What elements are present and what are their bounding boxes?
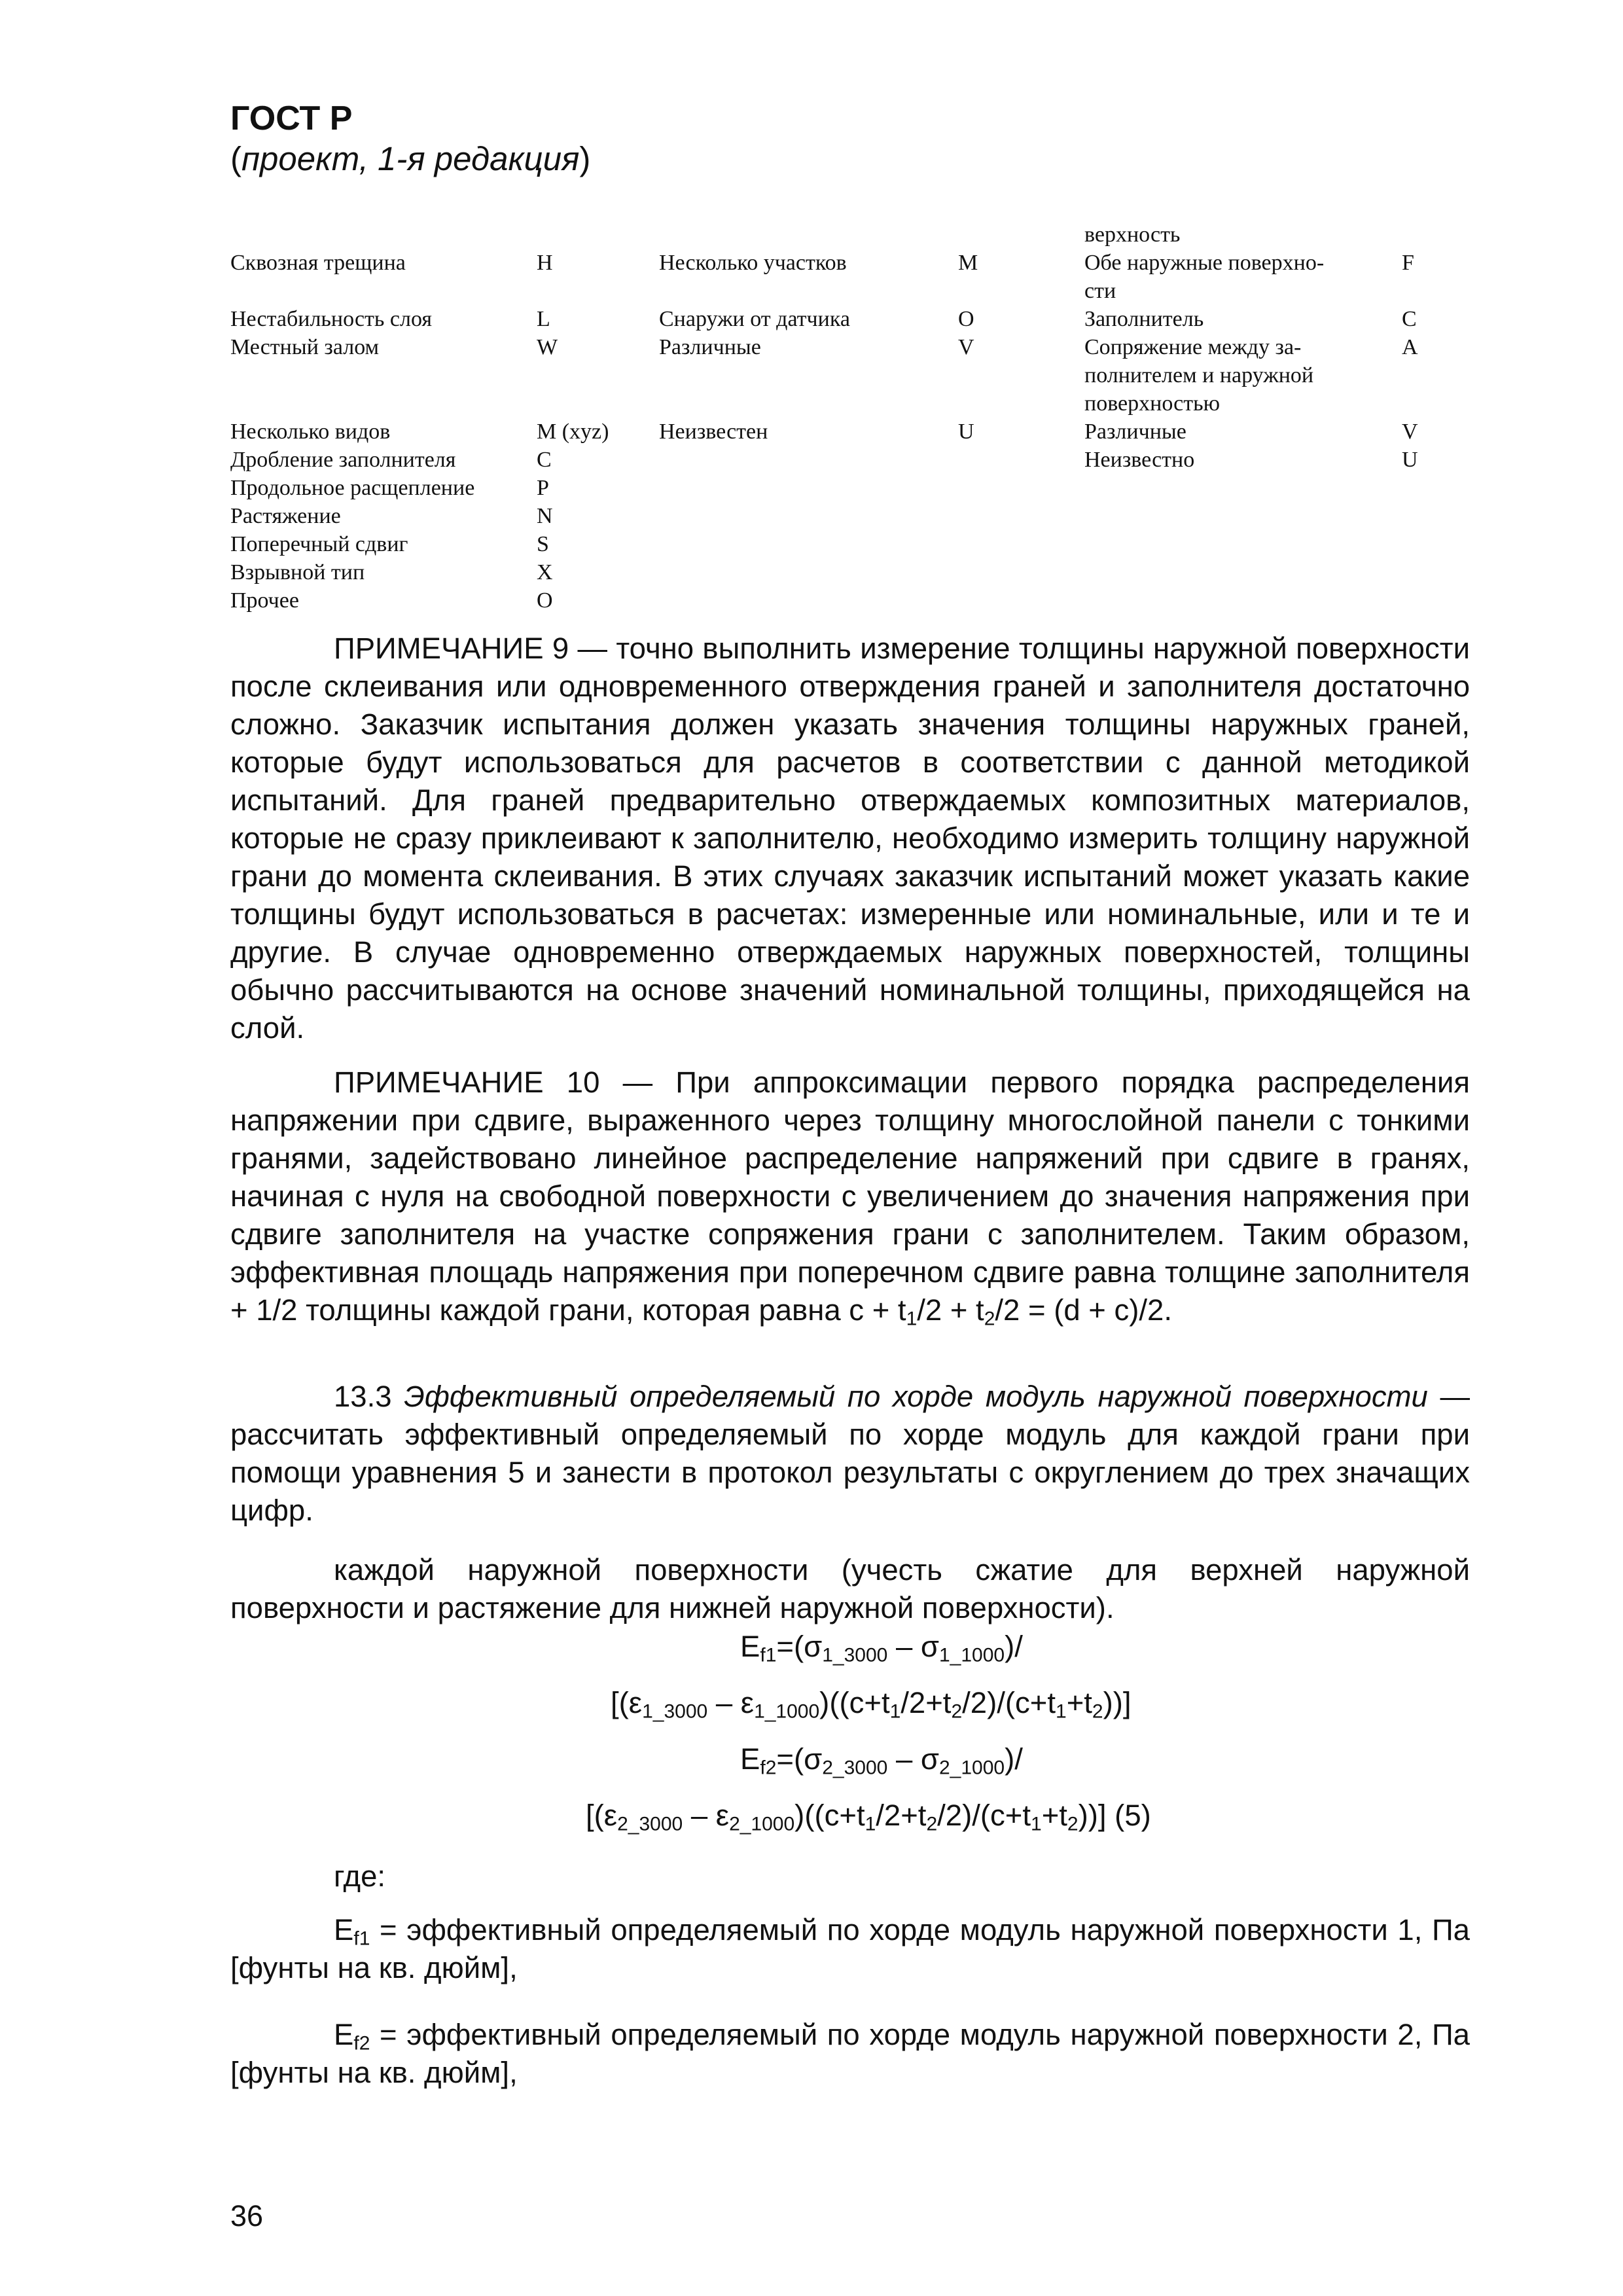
note-9 [230, 630, 1470, 1047]
document-subtitle: (проект, 1-я редакция) [230, 140, 591, 177]
term: [(ε [611, 1686, 643, 1719]
definition-ef2 [230, 2016, 1470, 2092]
subscript: 1 [906, 1308, 918, 1330]
code-name: Местный залом [230, 335, 380, 359]
term: )((c+t [794, 1799, 865, 1832]
subscript: 2_1000 [938, 1757, 1005, 1779]
code-name: Растяжение [230, 504, 341, 528]
term: /2)/(c+t [962, 1686, 1056, 1719]
subscript: 1_3000 [642, 1700, 708, 1723]
symbol: E [334, 2018, 354, 2051]
code-value: O [958, 307, 974, 331]
code-value: C [537, 448, 552, 472]
term: /2)/(c+t [937, 1799, 1031, 1832]
code-name: полнителем и наружной [1084, 363, 1314, 387]
code-name: верхность [1084, 223, 1181, 247]
term: – ε [683, 1799, 730, 1832]
page-number: 36 [230, 2199, 264, 2233]
note-10-tail: /2 = (d + c)/2. [995, 1293, 1172, 1327]
outer-surface-text: каждой наружной поверхности (учесть сжатие для верхней наружной поверхности и растяжение для нижней наружной поверхности). [230, 1553, 1470, 1624]
code-value: V [1402, 420, 1418, 444]
code-name: Дробление заполнителя [230, 448, 456, 472]
code-name: Заполнитель [1084, 307, 1204, 331]
code-value: S [537, 532, 549, 556]
formula-ef1-numerator [740, 1628, 1623, 1666]
term: /2+t [876, 1799, 927, 1832]
code-name: Сопряжение между за- [1084, 335, 1302, 359]
formula-ef2-numerator [740, 1740, 1623, 1778]
subscript: f1 [353, 1928, 370, 1950]
subscript: f1 [760, 1644, 777, 1666]
term: ))] (5) [1078, 1799, 1151, 1832]
code-value: N [537, 504, 553, 528]
code-name: Несколько участков [659, 251, 847, 275]
definition-text: = эффективный определяемый по хорде модуль наружной поверхности 2, Па [фунты на кв. дюйм], [230, 2018, 1470, 2089]
symbol: E [740, 1742, 760, 1776]
code-name: Взрывной тип [230, 560, 365, 584]
subscript: 2 [1092, 1700, 1103, 1723]
section-body: — рассчитать эффективный определяемый по хорде модуль для каждой грани при помощи уравнения 5 и занести в протокол результаты с округлением до трех значащих цифр. [230, 1380, 1470, 1527]
code-name: Нестабильность слоя [230, 307, 432, 331]
section-13-3-text [230, 1378, 1470, 1530]
code-value: L [537, 307, 550, 331]
code-name: поверхностью [1084, 391, 1221, 416]
page-header [230, 98, 590, 179]
section-13-3 [230, 1378, 1470, 1530]
term: =(σ [776, 1742, 823, 1776]
formula-ef2-denominator [586, 1797, 1623, 1835]
term: +t [1041, 1799, 1067, 1832]
outer-surface-paragraph [230, 1551, 1470, 1627]
definition-text: = эффективный определяемый по хорде модуль наружной поверхности 1, Па [фунты на кв. дюйм], [230, 1913, 1470, 1984]
code-value: M (xyz) [537, 420, 609, 444]
note-9-text: ПРИМЕЧАНИЕ 9 — точно выполнить измерение толщины наружной поверхности после склеивания или одновременного отверждения граней и заполнителя достаточно сложно. Заказчик испытания должен указать значения толщины наружных граней, которые будут использоваться для расчетов в соответствии с данной методикой испытаний. Для граней предварительно отверждаемых композитных материалов, которые не сразу приклеивают к заполнителю, необходимо измерить толщину наружной грани до момента склеивания. В этих случаях заказчик испытаний может указать какие толщины будут использоваться в расчетах: измеренные или номинальные, или и те и другие. В случае одновременно отверждаемых наружных поверхностей, толщины обычно рассчитываются на основе значений номинальной толщины, приходящейся на слой. [230, 632, 1470, 1045]
subscript: 1_1000 [754, 1700, 820, 1723]
code-value: W [537, 335, 558, 359]
code-value: C [1402, 307, 1417, 331]
code-name: Прочее [230, 588, 299, 613]
note-10-body: ПРИМЕЧАНИЕ 10 — При аппроксимации первого порядка распределения напряжении при сдвиге, выраженного через толщину многослойной панели с тонкими гранями, задействовано линейное распределение напряжений при сдвиге в гранях, начиная с нуля на свободной поверхности с увеличением до значения напряжения при сдвиге заполнителя на участке сопряжения грани с заполнителем. Таким образом, эффективная площадь напряжения при поперечном сдвиге равна толщине заполнителя + 1/2 толщины каждой грани, которая равна c + t [230, 1066, 1470, 1327]
code-value: A [1402, 335, 1418, 359]
code-name: Сквозная трещина [230, 251, 406, 275]
term: – ε [707, 1686, 755, 1719]
code-value: U [958, 420, 974, 444]
code-name: Обе наружные поверхно- [1084, 251, 1325, 275]
term: ))] [1103, 1686, 1132, 1719]
subscript: 2 [1067, 1813, 1079, 1835]
document-title: ГОСТ Р [230, 99, 353, 137]
term: – σ [887, 1742, 939, 1776]
section-number: 13.3 [334, 1380, 392, 1413]
code-value: V [958, 335, 974, 359]
subscript: 2_3000 [617, 1813, 683, 1835]
code-name: Продольное расщепление [230, 476, 475, 500]
subscript: f2 [760, 1757, 777, 1779]
term: )/ [1005, 1630, 1023, 1663]
section-title: Эффективный определяемый по хорде модуль наружной поверхности [404, 1380, 1428, 1413]
code-name: Неизвестно [1084, 448, 1195, 472]
subscript: f2 [353, 2032, 370, 2054]
code-value: U [1402, 448, 1418, 472]
code-name: Неизвестен [659, 420, 768, 444]
subscript: 2_1000 [729, 1813, 795, 1835]
symbol: E [740, 1630, 760, 1663]
code-name: Поперечный сдвиг [230, 532, 408, 556]
code-name: сти [1084, 279, 1116, 303]
note-10-tail: /2 + t [917, 1293, 984, 1327]
subscript: 2 [926, 1813, 938, 1835]
code-name: Несколько видов [230, 420, 391, 444]
subscript: 2 [951, 1700, 963, 1723]
subscript: 1 [889, 1700, 901, 1723]
subscript: 2 [984, 1308, 995, 1330]
term: )/ [1005, 1742, 1023, 1776]
term: – σ [887, 1630, 939, 1663]
term: /2+t [901, 1686, 952, 1719]
subscript: 1 [865, 1813, 876, 1835]
term: =(σ [776, 1630, 823, 1663]
code-name: Снаружи от датчика [659, 307, 850, 331]
definition-ef1 [230, 1911, 1470, 1987]
term: )((c+t [819, 1686, 890, 1719]
note-10 [230, 1064, 1470, 1329]
subscript: 2_3000 [822, 1757, 888, 1779]
subscript: 1_3000 [822, 1644, 888, 1666]
term: [(ε [586, 1799, 618, 1832]
code-value: P [537, 476, 549, 500]
edition-label: проект, 1-я редакция [241, 140, 580, 177]
subscript: 1 [1056, 1700, 1067, 1723]
code-value: M [958, 251, 978, 275]
code-value: H [537, 251, 553, 275]
code-name: Различные [659, 335, 761, 359]
term: +t [1066, 1686, 1092, 1719]
subscript: 1 [1031, 1813, 1042, 1835]
formula-ef1-denominator [611, 1684, 1623, 1722]
code-value: O [537, 588, 553, 613]
code-value: X [537, 560, 553, 584]
where-label: где: [334, 1859, 386, 1893]
code-name: Различные [1084, 420, 1186, 444]
note-10-text [230, 1064, 1470, 1329]
code-value: F [1402, 251, 1414, 275]
symbol: E [334, 1913, 354, 1946]
subscript: 1_1000 [938, 1644, 1005, 1666]
